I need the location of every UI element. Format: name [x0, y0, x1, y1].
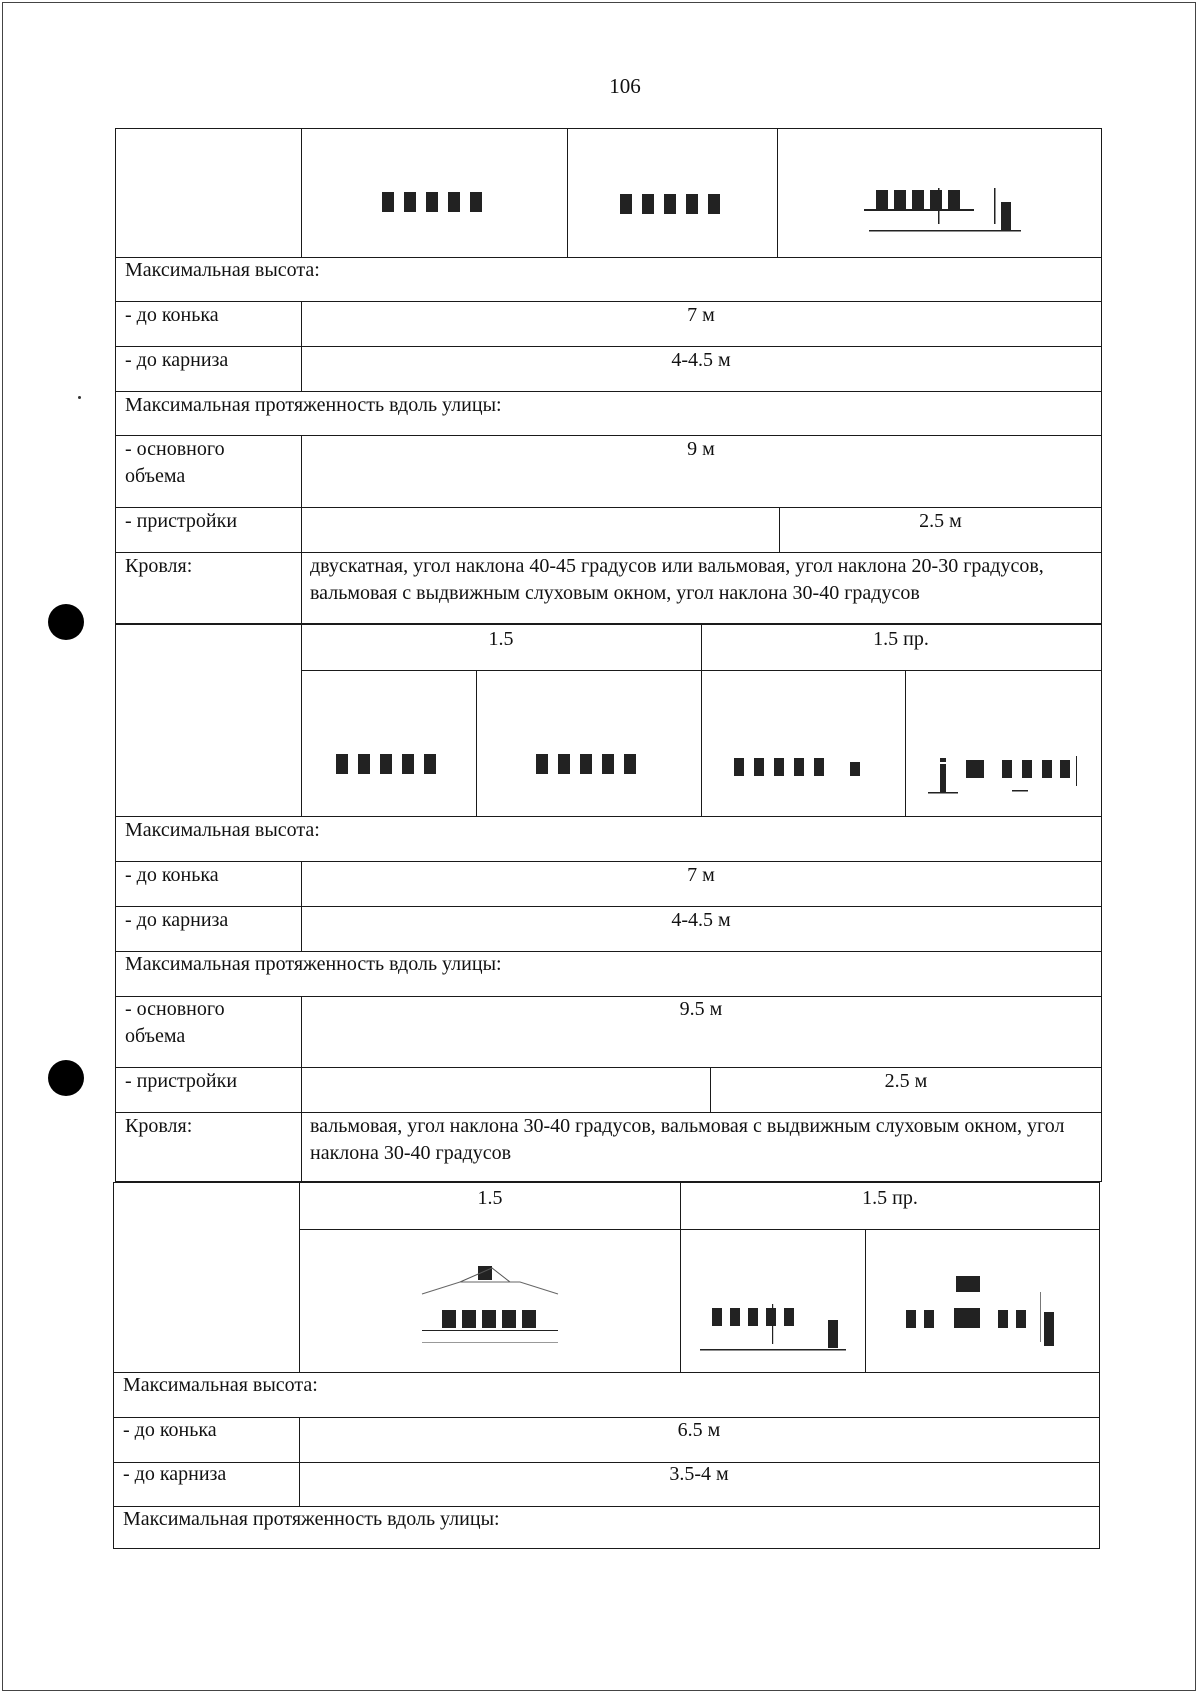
height-header: Максимальная высота: — [123, 1374, 318, 1396]
column-header-1-5-pr: 1.5 пр. — [862, 1187, 918, 1209]
roof-text: вальмовая, угол наклона 30-40 градусов, вальмовая с выдвижным слуховым окном, угол наклона 30-40 градусов — [310, 1115, 1065, 1164]
eaves-value: 3.5-4 м — [669, 1463, 729, 1485]
length-header: Максимальная протяженность вдоль улицы: — [125, 953, 502, 975]
facade-drawing — [334, 752, 444, 776]
facade-windows-icon — [334, 752, 444, 776]
facade-windows-icon — [618, 192, 728, 216]
facade-extension-icon — [926, 756, 1086, 796]
punch-hole — [48, 1060, 84, 1096]
eaves-label: - до карниза — [123, 1463, 227, 1485]
ridge-label: - до конька — [123, 1419, 217, 1441]
facade-extension-icon — [864, 188, 1024, 238]
ridge-value: 7 м — [687, 304, 715, 326]
main-volume-label: - основного объема — [125, 438, 225, 487]
page-number: 106 — [609, 74, 641, 98]
roof-text: двускатная, угол наклона 40-45 градусов или вальмовая, угол наклона 20-30 градусов, вальмовая с выдвижным слуховым окном, угол наклона 30-40 градусов — [310, 555, 1044, 604]
column-header-1-5-pr: 1.5 пр. — [873, 628, 929, 650]
column-header-1-5: 1.5 — [488, 628, 514, 650]
facade-windows-icon — [534, 752, 644, 776]
facade-drawing — [732, 756, 872, 780]
facade-drawing — [904, 1272, 1064, 1352]
facade-drawing — [926, 756, 1086, 796]
eaves-value: 4-4.5 м — [671, 349, 731, 371]
facade-drawing — [534, 752, 644, 776]
eaves-label: - до карниза — [125, 909, 229, 931]
facade-drawing — [618, 192, 728, 216]
facade-extension-icon — [700, 1304, 850, 1354]
column-header-1-5: 1.5 — [477, 1187, 503, 1209]
length-header: Максимальная протяженность вдоль улицы: — [123, 1508, 500, 1530]
ridge-value: 6.5 м — [677, 1419, 721, 1441]
facade-dormer-icon — [420, 1258, 560, 1348]
eaves-value: 4-4.5 м — [671, 909, 731, 931]
height-header: Максимальная высота: — [125, 819, 320, 841]
scan-speck — [78, 396, 81, 399]
spec-table-block-2 — [115, 624, 1102, 1182]
extension-label: - пристройки — [125, 1070, 238, 1092]
main-volume-value: 9.5 м — [679, 998, 723, 1020]
ridge-label: - до конька — [125, 864, 219, 886]
facade-dormer-extension-icon — [904, 1272, 1064, 1352]
extension-label: - пристройки — [125, 510, 238, 532]
height-header: Максимальная высота: — [125, 259, 320, 281]
ridge-label: - до конька — [125, 304, 219, 326]
facade-drawing — [420, 1258, 560, 1348]
length-header: Максимальная протяженность вдоль улицы: — [125, 394, 502, 416]
punch-hole — [48, 604, 84, 640]
facade-drawing — [700, 1304, 850, 1354]
facade-drawing — [864, 188, 1024, 238]
spec-table-block-3 — [113, 1182, 1100, 1549]
facade-windows-icon — [380, 190, 490, 214]
roof-label: Кровля: — [125, 1115, 193, 1137]
main-volume-label: - основного объема — [125, 998, 225, 1047]
ridge-value: 7 м — [687, 864, 715, 886]
extension-value: 2.5 м — [919, 510, 962, 532]
roof-label: Кровля: — [125, 555, 193, 577]
facade-drawing — [380, 190, 490, 214]
extension-value: 2.5 м — [884, 1070, 928, 1092]
eaves-label: - до карниза — [125, 349, 229, 371]
main-volume-value: 9 м — [687, 438, 715, 460]
facade-windows-icon — [732, 756, 872, 780]
